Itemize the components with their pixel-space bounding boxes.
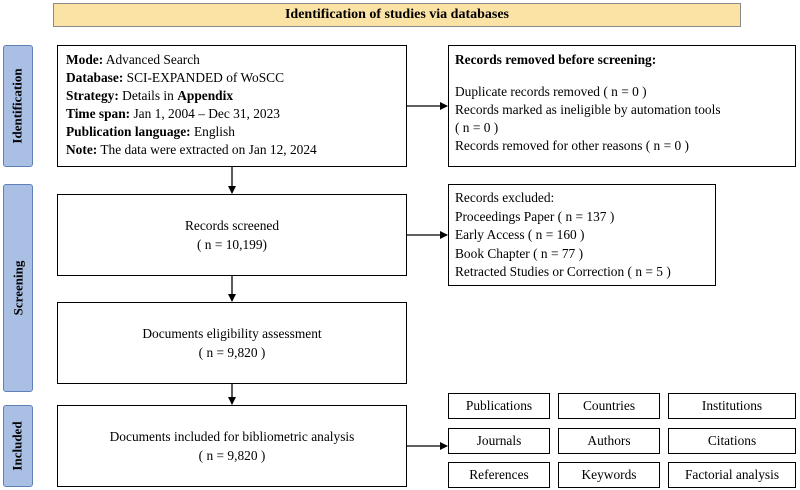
id-value: Jan 1, 2004 – Dec 31, 2023 — [130, 106, 281, 121]
excluded-item: Early Access ( n = 160 ) — [455, 227, 585, 242]
id-label: Database: — [66, 70, 124, 85]
side-label-included-text: Included — [10, 421, 26, 471]
id-label: Note: — [66, 142, 98, 157]
id-label: Strategy: — [66, 88, 119, 103]
included-label: Documents included for bibliometric analysis — [109, 429, 355, 444]
side-label-screening-text: Screening — [10, 260, 25, 316]
id-value-bold: Appendix — [177, 88, 234, 103]
side-label-identification-text: Identification — [10, 68, 25, 144]
eligibility-label: Documents eligibility assessment — [142, 326, 322, 341]
included-count: ( n = 9,820 ) — [198, 448, 266, 463]
id-label: Time span: — [66, 106, 131, 121]
removed-item: ( n = 0 ) — [455, 120, 499, 135]
excluded-item: Retracted Studies or Correction ( n = 5 ) — [455, 264, 671, 279]
analysis-tag: Institutions — [668, 393, 796, 419]
eligibility-count: ( n = 9,820 ) — [198, 345, 266, 360]
diagram-title: Identification of studies via databases — [53, 3, 741, 27]
id-value: SCI-EXPANDED of WoSCC — [123, 70, 285, 85]
id-value: Details in — [118, 88, 178, 103]
excluded-item: Proceedings Paper ( n = 137 ) — [455, 208, 615, 224]
analysis-tag: Countries — [558, 393, 660, 419]
id-label: Mode: — [66, 52, 104, 67]
analysis-tag: References — [448, 462, 550, 488]
id-label: Publication language: — [66, 124, 191, 139]
records-removed-heading: Records removed before screening: — [455, 52, 657, 67]
records-screened-count: ( n = 10,199) — [196, 237, 268, 252]
analysis-tag: Citations — [668, 428, 796, 454]
records-screened-label: Records screened — [184, 218, 280, 233]
removed-item: Records marked as ineligible by automation tools — [455, 102, 721, 117]
id-value: Advanced Search — [103, 52, 200, 67]
id-value: English — [190, 124, 235, 139]
analysis-tag: Factorial analysis — [668, 462, 796, 488]
records-excluded-heading: Records excluded: — [455, 190, 555, 205]
analysis-tag: Publications — [448, 393, 550, 419]
removed-item: Records removed for other reasons ( n = 0 ) — [455, 138, 690, 153]
analysis-tag: Authors — [558, 428, 660, 454]
excluded-item: Book Chapter ( n = 77 ) — [455, 245, 584, 261]
analysis-tag: Keywords — [558, 462, 660, 488]
id-value: The data were extracted on Jan 12, 2024 — [97, 142, 317, 157]
analysis-tag: Journals — [448, 428, 550, 454]
removed-item: Duplicate records removed ( n = 0 ) — [455, 84, 647, 99]
